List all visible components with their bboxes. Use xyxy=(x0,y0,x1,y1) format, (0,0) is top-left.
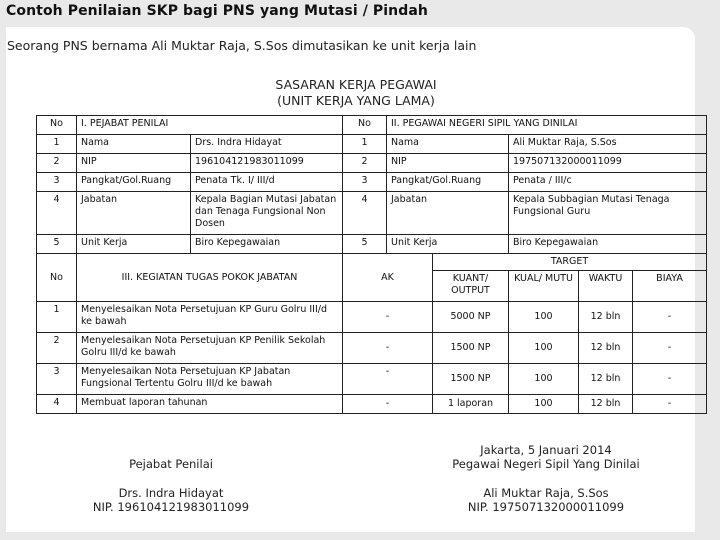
kual-value: 100 xyxy=(509,395,579,414)
kuant-output-header: KUANT/ OUTPUT xyxy=(433,271,509,302)
waktu-header: WAKTU xyxy=(579,271,633,302)
activity-description: Menyelesaikan Nota Persetujuan KP Guru Golru III/d ke bawah xyxy=(77,302,343,333)
identity-row xyxy=(37,235,707,254)
signature-right-role: Pegawai Negeri Sipil Yang Dinilai xyxy=(452,457,640,471)
kegiatan-header-row xyxy=(37,254,707,271)
form-heading xyxy=(0,77,712,109)
field-label: Nama xyxy=(77,135,191,154)
no-header: No xyxy=(37,254,77,302)
biaya-value: - xyxy=(633,302,707,333)
pegawai-value: Biro Kepegawaian xyxy=(509,235,707,254)
row-number: 1 xyxy=(343,135,387,154)
waktu-value: 12 bln xyxy=(579,333,633,364)
field-label: NIP xyxy=(387,154,509,173)
ak-value: - xyxy=(343,395,433,414)
row-number: 3 xyxy=(37,364,77,395)
signature-right-name: Ali Muktar Raja, S.Sos xyxy=(483,486,609,500)
signature-right-nip: NIP. 197507132000011099 xyxy=(467,500,625,514)
activity-row xyxy=(37,364,707,395)
row-number: 4 xyxy=(37,192,77,235)
identity-row xyxy=(37,154,707,173)
row-number: 3 xyxy=(37,173,77,192)
biaya-header: BIAYA xyxy=(633,271,707,302)
signature-left-nip: NIP. 196104121983011099 xyxy=(92,500,250,514)
identity-row xyxy=(37,192,707,235)
ak-value: - xyxy=(343,302,433,333)
kuant-value: 5000 NP xyxy=(433,302,509,333)
skp-table xyxy=(36,115,707,414)
biaya-value: - xyxy=(633,395,707,414)
activity-row xyxy=(37,333,707,364)
kegiatan-header: III. KEGIATAN TUGAS POKOK JABATAN xyxy=(77,254,343,302)
pejabat-value: Drs. Indra Hidayat xyxy=(191,135,343,154)
signature-left-name: Drs. Indra Hidayat xyxy=(118,486,224,500)
identity-row xyxy=(37,135,707,154)
row-number: 5 xyxy=(37,235,77,254)
activity-row xyxy=(37,395,707,414)
signature-right-date: Jakarta, 5 Januari 2014 xyxy=(480,443,612,457)
no-header: No xyxy=(343,116,387,135)
activity-description: Membuat laporan tahunan xyxy=(77,395,343,414)
row-number: 1 xyxy=(37,135,77,154)
kual-value: 100 xyxy=(509,302,579,333)
waktu-value: 12 bln xyxy=(579,395,633,414)
field-label: Pangkat/Gol.Ruang xyxy=(77,173,191,192)
form-heading-line1: SASARAN KERJA PEGAWAI xyxy=(275,77,437,92)
field-label: Jabatan xyxy=(387,192,509,235)
field-label: Pangkat/Gol.Ruang xyxy=(387,173,509,192)
kual-value: 100 xyxy=(509,364,579,395)
row-number: 3 xyxy=(343,173,387,192)
signature-left-role: Pejabat Penilai xyxy=(129,457,213,471)
activity-row xyxy=(37,302,707,333)
kuant-value: 1500 NP xyxy=(433,364,509,395)
row-number: 4 xyxy=(343,192,387,235)
field-label: Jabatan xyxy=(77,192,191,235)
waktu-value: 12 bln xyxy=(579,364,633,395)
section-header-row xyxy=(37,116,707,135)
kual-mutu-header: KUAL/ MUTU xyxy=(509,271,579,302)
ak-header: AK xyxy=(343,254,433,302)
biaya-value: - xyxy=(633,333,707,364)
kuant-value: 1 laporan xyxy=(433,395,509,414)
activity-description: Menyelesaikan Nota Persetujuan KP Penilik Sekolah Golru III/d ke bawah xyxy=(77,333,343,364)
form-heading-line2: (UNIT KERJA YANG LAMA) xyxy=(277,93,435,108)
biaya-value: - xyxy=(633,364,707,395)
field-label: Unit Kerja xyxy=(387,235,509,254)
pejabat-value: 196104121983011099 xyxy=(191,154,343,173)
field-label: Nama xyxy=(387,135,509,154)
pejabat-value: Biro Kepegawaian xyxy=(191,235,343,254)
kual-value: 100 xyxy=(509,333,579,364)
activity-description: Menyelesaikan Nota Persetujuan KP Jabatan Fungsional Tertentu Golru III/d ke bawah xyxy=(77,364,343,395)
kuant-value: 1500 NP xyxy=(433,333,509,364)
pegawai-value: Penata / III/c xyxy=(509,173,707,192)
row-number: 5 xyxy=(343,235,387,254)
target-header: TARGET xyxy=(433,254,707,271)
field-label: Unit Kerja xyxy=(77,235,191,254)
no-header: No xyxy=(37,116,77,135)
pegawai-dinilai-header: II. PEGAWAI NEGERI SIPIL YANG DINILAI xyxy=(387,116,707,135)
pejabat-value: Kepala Bagian Mutasi Jabatan dan Tenaga Fungsional Non Dosen xyxy=(191,192,343,235)
pegawai-value: Ali Muktar Raja, S.Sos xyxy=(509,135,707,154)
row-number: 2 xyxy=(37,333,77,364)
pegawai-value: 197507132000011099 xyxy=(509,154,707,173)
pejabat-value: Penata Tk. I/ III/d xyxy=(191,173,343,192)
pegawai-value: Kepala Subbagian Mutasi Tenaga Fungsional Guru xyxy=(509,192,707,235)
field-label: NIP xyxy=(77,154,191,173)
pejabat-penilai-header: I. PEJABAT PENILAI xyxy=(77,116,343,135)
slide-title: Contoh Penilaian SKP bagi PNS yang Mutasi / Pindah xyxy=(6,3,428,19)
intro-text: Seorang PNS bernama Ali Muktar Raja, S.Sos dimutasikan ke unit kerja lain xyxy=(7,38,477,53)
waktu-value: 12 bln xyxy=(579,302,633,333)
row-number: 1 xyxy=(37,302,77,333)
ak-value: - xyxy=(343,364,433,395)
row-number: 4 xyxy=(37,395,77,414)
row-number: 2 xyxy=(343,154,387,173)
row-number: 2 xyxy=(37,154,77,173)
identity-row xyxy=(37,173,707,192)
ak-value: - xyxy=(343,333,433,364)
